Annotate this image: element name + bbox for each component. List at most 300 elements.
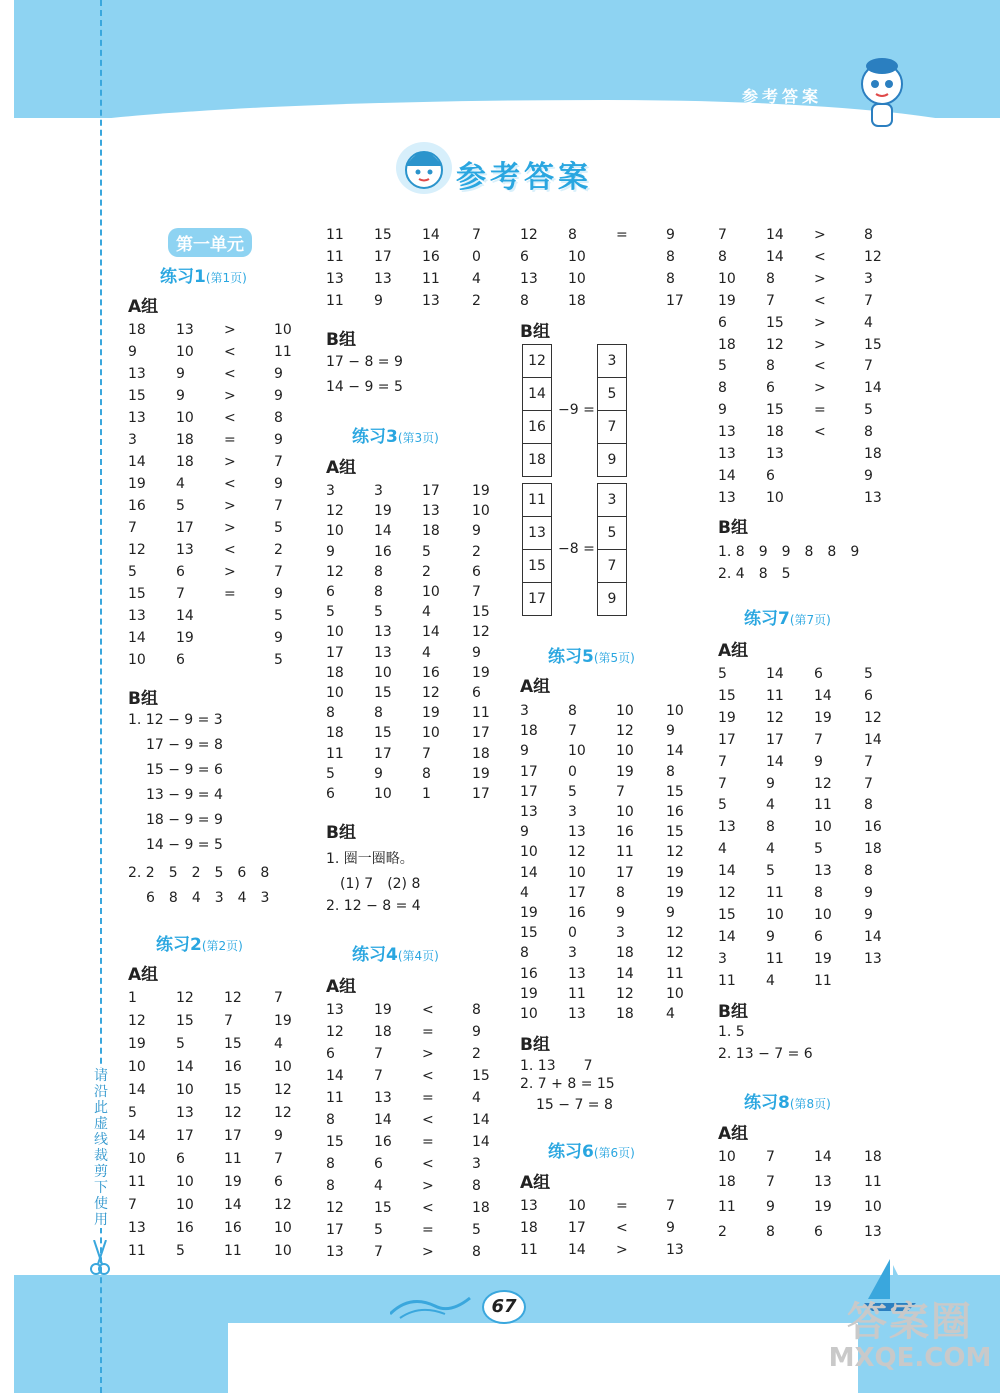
- section-title-ex7: [744, 604, 831, 629]
- section-title-ex2: [156, 930, 243, 955]
- answer-cell: 15: [224, 1082, 242, 1098]
- answer-cell: 10: [176, 344, 194, 360]
- answer-cell: 13: [666, 1242, 684, 1258]
- group-label: A组: [326, 458, 357, 478]
- answer-cell: 7: [766, 292, 775, 309]
- answer-cell: 12: [616, 985, 634, 1002]
- answer-cell: >: [814, 336, 826, 353]
- answer-cell: 16: [422, 664, 440, 681]
- answer-cell: 9: [718, 402, 727, 419]
- answer-cell: 4: [472, 271, 481, 287]
- answer-cell: 14: [718, 863, 736, 880]
- section-title-ex3: [352, 422, 439, 447]
- answer-cell: 8: [666, 763, 675, 780]
- answer-cell: 13: [176, 542, 194, 558]
- answer-cell: 14: [718, 467, 736, 484]
- answer-cell: 8: [666, 249, 675, 265]
- answer-cell: 15: [374, 725, 392, 742]
- section-name: 练习3: [352, 427, 398, 447]
- answer-cell: 3: [472, 1156, 481, 1172]
- answer-cell: 19: [128, 1036, 146, 1052]
- section-title-ex8: [744, 1088, 831, 1113]
- section-title-ex5: [548, 642, 635, 667]
- answer-cell: 18: [326, 664, 344, 681]
- answer-cell: 10: [766, 489, 784, 506]
- answer-cell: 12: [864, 248, 882, 265]
- answer-cell: 8: [568, 703, 577, 719]
- answer-cell: 17: [422, 483, 440, 499]
- answer-cell: 2: [718, 1224, 727, 1240]
- answer-cell: 13: [520, 1198, 538, 1214]
- answer-cell: 10: [568, 864, 586, 881]
- answer-cell: 13: [422, 503, 440, 520]
- answer-cell: 6: [766, 467, 775, 484]
- watermark-url: MXQE.COM: [828, 1343, 992, 1373]
- answer-cell: <: [422, 1002, 434, 1018]
- answer-cell: 10: [616, 743, 634, 760]
- answer-cell: 8: [326, 1156, 335, 1172]
- answer-cell: 7: [274, 990, 283, 1006]
- answer-cell: 13: [520, 804, 538, 820]
- answer-cell: 14: [176, 1059, 194, 1075]
- section-name: 练习2: [156, 935, 202, 955]
- answer-cell: 7: [274, 1151, 283, 1167]
- answer-cell: 6: [326, 786, 335, 802]
- answer-cell: 19: [176, 630, 194, 646]
- answer-cell: 2: [274, 542, 283, 558]
- answer-cell: 13: [718, 819, 736, 836]
- answer-cell: 9: [666, 723, 675, 740]
- box-cell: 18: [528, 452, 546, 468]
- answer-cell: 18: [864, 841, 882, 858]
- answer-cell: 13: [568, 1006, 586, 1022]
- answer-cell: 8: [616, 884, 625, 901]
- answer-cell: 11: [766, 885, 784, 901]
- answer-cell: 7: [176, 586, 185, 602]
- group-label: A组: [718, 1124, 749, 1144]
- answer-cell: 7: [864, 292, 873, 309]
- answer-cell: 11: [326, 249, 344, 265]
- answer-cell: 11: [326, 745, 344, 762]
- answer-cell: 6: [374, 1156, 383, 1172]
- answer-cell: 15: [224, 1036, 242, 1052]
- answer-cell: 11: [718, 972, 736, 989]
- answer-cell: 14: [814, 1149, 832, 1165]
- group-label: A组: [718, 641, 749, 661]
- answer-cell: 10: [274, 322, 292, 338]
- answer-cell: 8: [864, 863, 873, 880]
- answer-cell: 4: [766, 972, 775, 989]
- answer-cell: 18: [864, 446, 882, 462]
- answer-cell: 12: [176, 990, 194, 1006]
- answer-cell: 12: [666, 844, 684, 861]
- answer-cell: <: [422, 1200, 434, 1216]
- answer-cell: 17: [568, 884, 586, 901]
- answer-cell: 16: [568, 905, 586, 921]
- answer-cell: 11: [766, 950, 784, 967]
- answer-cell: 8: [766, 819, 775, 836]
- answer-cell: 11: [766, 687, 784, 704]
- answer-cell: 15: [472, 604, 490, 621]
- answer-line: 17 − 8 = 9: [326, 354, 403, 370]
- answer-cell: 5: [326, 604, 335, 621]
- answer-cell: 18: [326, 725, 344, 742]
- section-title-ex4: [352, 940, 439, 965]
- answer-cell: 5: [128, 1105, 137, 1121]
- answer-cell: 10: [568, 249, 586, 265]
- answer-cell: 19: [374, 1002, 392, 1018]
- answer-cell: 4: [472, 1090, 481, 1106]
- answer-cell: 15: [326, 1134, 344, 1150]
- answer-cell: 9: [766, 1199, 775, 1215]
- answer-cell: 15: [520, 925, 538, 942]
- answer-cell: 14: [472, 1134, 490, 1150]
- answer-cell: 9: [274, 630, 283, 646]
- answer-cell: 11: [274, 344, 292, 360]
- answer-cell: 19: [814, 950, 832, 967]
- answer-cell: 7: [374, 1046, 383, 1062]
- section-name: 练习6: [548, 1142, 594, 1162]
- answer-cell: 11: [568, 985, 586, 1002]
- answer-cell: 5: [718, 797, 727, 814]
- answer-cell: 10: [718, 1149, 736, 1165]
- answer-cell: 9: [616, 905, 625, 921]
- answer-cell: 9: [274, 388, 283, 404]
- answer-line: 1. 圈一圈略。: [326, 851, 414, 867]
- answer-cell: 11: [520, 1242, 538, 1258]
- answer-cell: 14: [128, 1082, 146, 1098]
- answer-cell: 6: [766, 380, 775, 397]
- answer-cell: 3: [520, 703, 529, 719]
- answer-cell: 8: [864, 227, 873, 243]
- answer-cell: 9: [864, 467, 873, 484]
- answer-cell: 8: [766, 270, 775, 287]
- answer-cell: 12: [128, 1013, 146, 1029]
- answer-cell: 16: [422, 249, 440, 265]
- bottom-white-box: [228, 1323, 858, 1393]
- answer-cell: 10: [422, 725, 440, 742]
- answer-cell: 5: [766, 863, 775, 880]
- answer-cell: 2: [422, 563, 431, 580]
- answer-cell: 14: [766, 666, 784, 682]
- answer-cell: 17: [520, 763, 538, 780]
- answer-cell: 8: [326, 705, 335, 722]
- answer-cell: 6: [176, 1151, 185, 1167]
- answer-cell: 8: [718, 248, 727, 265]
- answer-cell: =: [224, 586, 236, 602]
- answer-cell: 12: [326, 1200, 344, 1216]
- answer-line: 14 − 9 = 5: [146, 837, 223, 853]
- answer-cell: 13: [568, 824, 586, 841]
- answer-cell: 17: [718, 731, 736, 748]
- answer-cell: 12: [422, 685, 440, 701]
- answer-cell: 10: [568, 1198, 586, 1214]
- answer-cell: 17: [472, 786, 490, 802]
- answer-cell: 13: [374, 644, 392, 661]
- answer-cell: 17: [374, 745, 392, 762]
- answer-line: 2. 7 + 8 = 15: [520, 1076, 615, 1092]
- box-cell: 9: [607, 591, 617, 607]
- box-operator-1: −9 =: [558, 402, 595, 418]
- answer-cell: 7: [864, 753, 873, 770]
- answer-cell: 13: [176, 322, 194, 338]
- answer-cell: 19: [666, 864, 684, 881]
- answer-cell: =: [224, 432, 236, 448]
- answer-cell: 14: [224, 1197, 242, 1213]
- answer-cell: 5: [864, 402, 873, 419]
- answer-cell: =: [422, 1090, 434, 1106]
- box-right-2: [597, 483, 627, 616]
- answer-cell: 13: [718, 446, 736, 462]
- box-cell: 3: [598, 345, 626, 378]
- answer-cell: 14: [864, 731, 882, 748]
- answer-cell: 13: [766, 446, 784, 462]
- group-label: B组: [520, 1035, 550, 1055]
- answer-cell: 15: [718, 687, 736, 704]
- answer-cell: 7: [718, 227, 727, 243]
- answer-cell: 12: [224, 1105, 242, 1121]
- answer-cell: 19: [718, 292, 736, 309]
- answer-cell: 13: [814, 863, 832, 880]
- answer-cell: 9: [472, 523, 481, 540]
- answer-cell: 10: [374, 664, 392, 681]
- answer-cell: 9: [864, 906, 873, 923]
- answer-cell: 5: [472, 1222, 481, 1238]
- answer-cell: 6: [472, 685, 481, 701]
- box-cell: 7: [598, 550, 626, 583]
- answer-cell: 10: [568, 743, 586, 760]
- answer-cell: 6: [326, 1046, 335, 1062]
- answer-line: 2. 2 5 2 5 6 8: [128, 865, 270, 881]
- answer-cell: 13: [128, 608, 146, 624]
- girl-mascot-icon: [392, 138, 456, 198]
- section-name: 练习5: [548, 647, 594, 667]
- section-page: (第7页): [789, 613, 831, 627]
- answer-cell: 12: [616, 723, 634, 740]
- answer-cell: 8: [374, 705, 383, 722]
- answer-cell: 11: [864, 1174, 882, 1190]
- section-page: (第5页): [593, 651, 635, 665]
- answer-cell: 5: [718, 358, 727, 375]
- box-cell: 12: [523, 345, 551, 378]
- box-left-1: [522, 344, 552, 477]
- answer-cell: 14: [616, 965, 634, 982]
- group-label: A组: [128, 965, 159, 985]
- answer-cell: 14: [128, 454, 146, 470]
- answer-cell: 5: [422, 543, 431, 560]
- answer-cell: 8: [274, 410, 283, 426]
- answer-cell: 17: [568, 1220, 586, 1236]
- answer-cell: 15: [176, 1013, 194, 1029]
- answer-cell: 7: [766, 1149, 775, 1165]
- answer-cell: 3: [374, 483, 383, 499]
- answer-cell: 9: [814, 753, 823, 770]
- section-name: 练习7: [744, 609, 790, 629]
- answer-cell: 14: [176, 608, 194, 624]
- answer-cell: 8: [326, 1178, 335, 1194]
- answer-cell: 19: [274, 1013, 292, 1029]
- answer-cell: 7: [864, 358, 873, 375]
- answer-cell: 10: [616, 804, 634, 820]
- answer-cell: 15: [374, 227, 392, 243]
- answer-cell: 18: [616, 945, 634, 962]
- answer-cell: 17: [472, 725, 490, 742]
- answer-cell: 5: [176, 498, 185, 514]
- answer-cell: 10: [176, 410, 194, 426]
- answer-cell: 12: [224, 990, 242, 1006]
- answer-cell: 16: [128, 498, 146, 514]
- watermark-text: 答案圈: [847, 1299, 973, 1345]
- answer-cell: 5: [128, 564, 137, 580]
- answer-cell: 14: [472, 1112, 490, 1128]
- answer-cell: 10: [326, 685, 344, 701]
- answer-cell: 0: [568, 763, 577, 780]
- answer-cell: 15: [718, 906, 736, 923]
- answer-cell: 9: [274, 366, 283, 382]
- answer-cell: 5: [326, 765, 335, 782]
- answer-cell: 19: [422, 705, 440, 722]
- answer-cell: 9: [274, 1128, 283, 1144]
- answer-cell: 13: [422, 293, 440, 309]
- answer-cell: 11: [326, 293, 344, 309]
- answer-cell: 10: [666, 703, 684, 719]
- answer-cell: 8: [472, 1002, 481, 1018]
- answer-cell: 9: [766, 928, 775, 945]
- section-page: (第8页): [789, 1097, 831, 1111]
- answer-cell: 9: [666, 227, 675, 243]
- answer-cell: 12: [472, 624, 490, 641]
- answer-cell: 13: [814, 1174, 832, 1190]
- section-page: (第2页): [201, 939, 243, 953]
- answer-cell: 18: [472, 1200, 490, 1216]
- answer-cell: 19: [128, 476, 146, 492]
- answer-cell: 18: [766, 424, 784, 441]
- answer-cell: 7: [224, 1013, 233, 1029]
- answer-cell: 19: [666, 884, 684, 901]
- answer-cell: 8: [718, 380, 727, 397]
- answer-cell: 6: [274, 1174, 283, 1190]
- answer-cell: 6: [472, 563, 481, 580]
- answer-cell: 0: [472, 249, 481, 265]
- answer-cell: 10: [326, 523, 344, 540]
- answer-line: 1. 13 7: [520, 1058, 593, 1074]
- answer-cell: 8: [374, 584, 383, 600]
- box-cell: 13: [523, 517, 551, 550]
- box-cell: 15: [523, 550, 551, 583]
- answer-cell: 6: [718, 314, 727, 331]
- answer-cell: 18: [422, 523, 440, 540]
- answer-cell: 9: [176, 366, 185, 382]
- answer-cell: 11: [128, 1243, 146, 1259]
- answer-cell: 12: [274, 1105, 292, 1121]
- answer-cell: 9: [472, 644, 481, 661]
- answer-cell: 5: [568, 783, 577, 800]
- answer-cell: 11: [128, 1174, 146, 1190]
- answer-cell: 5: [374, 604, 383, 621]
- answer-cell: 19: [520, 905, 538, 921]
- box-cell: 9: [607, 452, 617, 468]
- answer-line: 15 − 7 = 8: [536, 1097, 613, 1113]
- answer-cell: 10: [176, 1197, 194, 1213]
- unit-label: [168, 228, 252, 257]
- answer-cell: 16: [224, 1059, 242, 1075]
- answer-cell: 2: [472, 293, 481, 309]
- answer-cell: 9: [326, 543, 335, 560]
- answer-cell: 8: [568, 227, 577, 243]
- answer-cell: 9: [176, 388, 185, 404]
- answer-cell: >: [224, 498, 236, 514]
- answer-cell: 8: [472, 1178, 481, 1194]
- answer-cell: 5: [864, 666, 873, 682]
- answer-cell: 7: [568, 723, 577, 740]
- answer-cell: 10: [718, 270, 736, 287]
- answer-cell: 13: [176, 1105, 194, 1121]
- answer-cell: =: [616, 227, 628, 243]
- answer-cell: 10: [374, 786, 392, 802]
- answer-cell: <: [422, 1156, 434, 1172]
- group-label: A组: [520, 1173, 551, 1193]
- answer-cell: 14: [864, 380, 882, 397]
- answer-cell: 13: [128, 1220, 146, 1236]
- section-name: 练习1: [160, 267, 206, 287]
- answer-cell: 17: [326, 644, 344, 661]
- answer-line: 1. 8 9 9 8 8 9: [718, 544, 860, 560]
- answer-cell: 18: [864, 1149, 882, 1165]
- watermark: [820, 1300, 1000, 1372]
- answer-cell: 7: [128, 1197, 137, 1213]
- box-operator-2: −8 =: [558, 541, 595, 557]
- answer-cell: 15: [472, 1068, 490, 1084]
- answer-cell: 10: [176, 1174, 194, 1190]
- page-number: 67: [482, 1290, 526, 1324]
- answer-cell: 3: [616, 925, 625, 942]
- answer-cell: 13: [864, 950, 882, 967]
- answer-cell: 14: [374, 1112, 392, 1128]
- answer-cell: 17: [374, 249, 392, 265]
- answer-cell: 9: [766, 775, 775, 792]
- answer-cell: 9: [128, 344, 137, 360]
- section-page: (第4页): [397, 949, 439, 963]
- answer-cell: 6: [176, 652, 185, 668]
- cut-note: 请沿此虚线裁剪下使用: [94, 1068, 108, 1228]
- answer-cell: 16: [374, 543, 392, 560]
- answer-cell: >: [422, 1046, 434, 1062]
- answer-cell: 18: [616, 1006, 634, 1022]
- answer-cell: 17: [176, 520, 194, 536]
- answer-cell: 11: [814, 797, 832, 814]
- answer-cell: =: [422, 1222, 434, 1238]
- answer-cell: 7: [666, 1198, 675, 1214]
- answer-cell: 16: [520, 965, 538, 982]
- section-page: (第3页): [397, 431, 439, 445]
- answer-cell: 9: [520, 824, 529, 841]
- answer-cell: 19: [224, 1174, 242, 1190]
- answer-cell: 5: [374, 1222, 383, 1238]
- group-label: A组: [520, 677, 551, 697]
- answer-cell: 7: [814, 731, 823, 748]
- section-name: 练习4: [352, 945, 398, 965]
- answer-cell: 10: [128, 1059, 146, 1075]
- answer-cell: 17: [766, 731, 784, 748]
- answer-cell: >: [814, 380, 826, 397]
- answer-cell: 10: [274, 1220, 292, 1236]
- answer-cell: 1: [422, 786, 431, 802]
- answer-cell: 10: [274, 1243, 292, 1259]
- answer-cell: 14: [766, 248, 784, 265]
- answer-cell: 4: [176, 476, 185, 492]
- answer-cell: 10: [568, 271, 586, 287]
- unit-badge: 第一单元: [168, 228, 252, 257]
